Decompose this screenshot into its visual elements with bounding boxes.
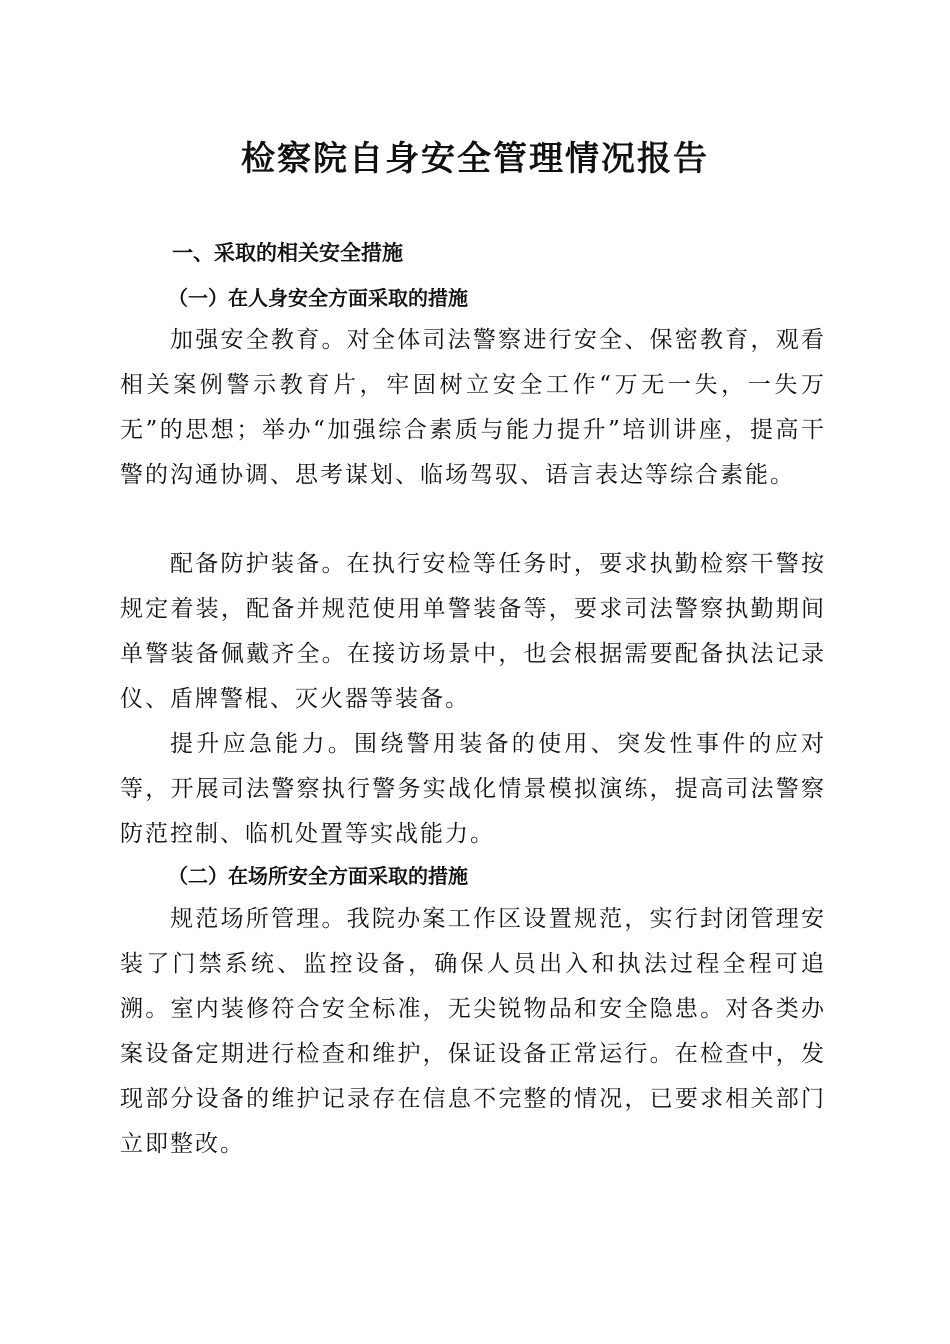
paragraph-safety-education: 加强安全教育。对全体司法警察进行安全、保密教育，观看相关案例警示教育片，牢固树立安全工作“万无一失，一失万无”的思想；举办“加强综合素质与能力提升”培训讲座，提高干警的沟通协调、思考谋划、临场驾驭、语言表达等综合素能。	[120, 327, 826, 488]
paragraph-premises-management: 规范场所管理。我院办案工作区设置规范，实行封闭管理安装了门禁系统、监控设备，确保人员出入和执法过程全程可追溯。室内装修符合安全标准，无尖锐物品和安全隐患。对各类办案设备定期进行检查和维护，保证设备正常运行。在检查中，发现部分设备的维护记录存在信息不完整的情况，已要求相关部门立即整改。	[120, 906, 826, 1157]
subsection-heading-personal-safety: （一）在人身安全方面采取的措施	[168, 286, 468, 310]
paragraph-protective-equipment: 配备防护装备。在执行安检等任务时，要求执勤检察干警按规定着装，配备并规范使用单警装备等，要求司法警察执勤期间单警装备佩戴齐全。在接访场景中，也会根据需要配备执法记录仪、盾牌警棍、灭火器等装备。	[120, 551, 826, 712]
section-heading: 一、采取的相关安全措施	[172, 241, 403, 265]
paragraph-emergency-capability: 提升应急能力。围绕警用装备的使用、突发性事件的应对等，开展司法警察执行警务实战化情景模拟演练，提高司法警察防范控制、临机处置等实战能力。	[120, 731, 826, 847]
document-title: 检察院自身安全管理情况报告	[241, 139, 709, 179]
subsection-heading-premises-safety: （二）在场所安全方面采取的措施	[168, 864, 468, 888]
